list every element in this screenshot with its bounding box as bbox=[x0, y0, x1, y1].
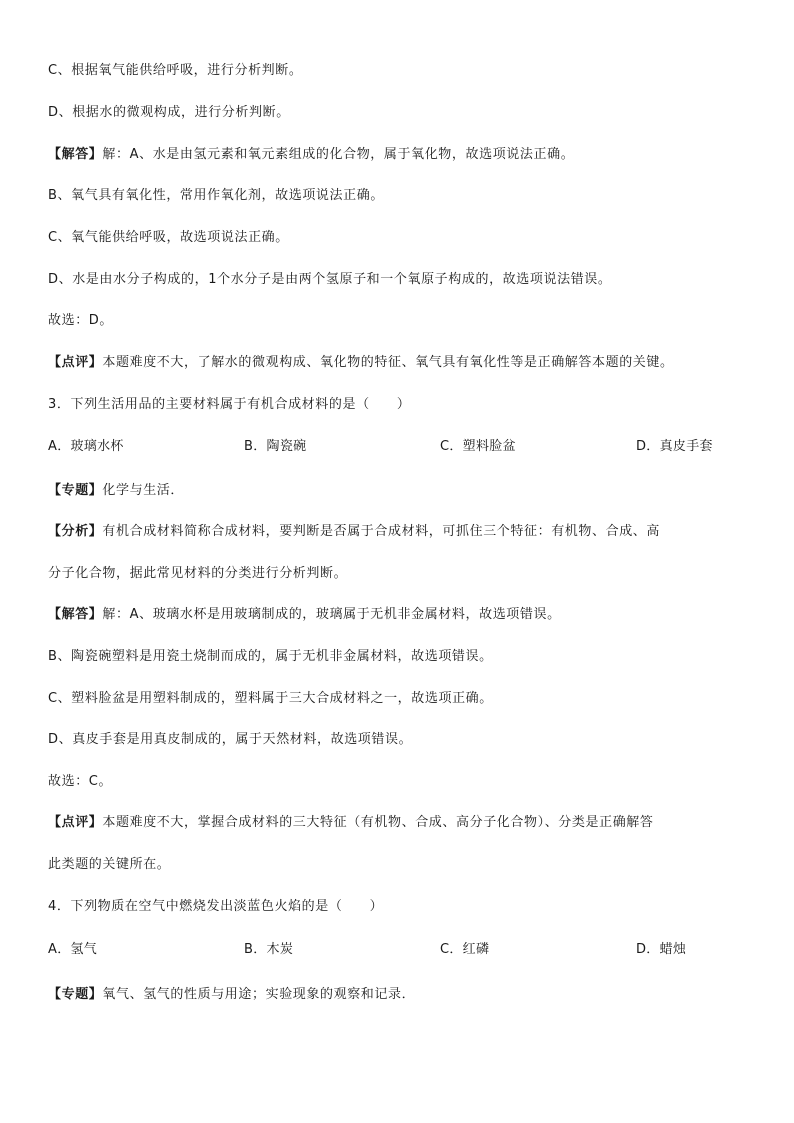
text-line: 分子化合物，据此常见材料的分类进行分析判断。 bbox=[48, 566, 348, 581]
q3-option-b: B．陶瓷碗 bbox=[244, 439, 307, 454]
analysis-line: 【分析】有机合成材料简称合成材料，要判断是否属于合成材料，可抓住三个特征：有机物、合成、高 bbox=[48, 524, 661, 539]
answer-line: 【解答】解：A、玻璃水杯是用玻璃制成的，玻璃属于无机非金属材料，故选项错误。 bbox=[48, 607, 561, 622]
answer-line: 【解答】解：A、水是由氢元素和氧元素组成的化合物，属于氧化物，故选项说法正确。 bbox=[48, 147, 575, 162]
text-line: C、氧气能供给呼吸，故选项说法正确。 bbox=[48, 230, 289, 245]
text-line: C、塑料脸盆是用塑料制成的，塑料属于三大合成材料之一，故选项正确。 bbox=[48, 691, 493, 706]
text-line: D、根据水的微观构成，进行分析判断。 bbox=[48, 105, 290, 120]
text-line: D、水是由水分子构成的，1个水分子是由两个氢原子和一个氧原子构成的，故选项说法错误。 bbox=[48, 272, 612, 287]
q3-option-d: D．真皮手套 bbox=[636, 439, 713, 454]
q3-option-a: A．玻璃水杯 bbox=[48, 439, 124, 454]
text-line: C、根据氧气能供给呼吸，进行分析判断。 bbox=[48, 63, 303, 78]
q4-option-a: A．氢气 bbox=[48, 942, 98, 957]
comment-line: 【点评】本题难度不大，了解水的微观构成、氧化物的特征、氧气具有氧化性等是正确解答本题的关键。 bbox=[48, 355, 674, 370]
q4-option-c: C．红磷 bbox=[440, 942, 490, 957]
text-line: D、真皮手套是用真皮制成的，属于天然材料，故选项错误。 bbox=[48, 732, 413, 747]
question-4: 4．下列物质在空气中燃烧发出淡蓝色火焰的是（ ） bbox=[48, 899, 384, 914]
topic-line: 【专题】氧气、氢气的性质与用途；实验现象的观察和记录． bbox=[48, 987, 416, 1002]
q3-option-c: C．塑料脸盆 bbox=[440, 439, 516, 454]
q4-option-b: B．木炭 bbox=[244, 942, 294, 957]
text-line: B、陶瓷碗塑料是用瓷土烧制而成的，属于无机非金属材料，故选项错误。 bbox=[48, 649, 493, 664]
choice-line: 故选：D。 bbox=[48, 313, 114, 328]
text-line: B、氧气具有氧化性，常用作氧化剂，故选项说法正确。 bbox=[48, 188, 384, 203]
question-3: 3．下列生活用品的主要材料属于有机合成材料的是（ ） bbox=[48, 397, 411, 412]
choice-line: 故选：C。 bbox=[48, 774, 113, 789]
text-line: 此类题的关键所在。 bbox=[48, 857, 171, 872]
topic-line: 【专题】化学与生活． bbox=[48, 483, 185, 498]
q4-option-d: D．蜡烛 bbox=[636, 942, 687, 957]
comment-line: 【点评】本题难度不大，掌握合成材料的三大特征（有机物、合成、高分子化合物）、分类是正确解答 bbox=[48, 815, 654, 830]
